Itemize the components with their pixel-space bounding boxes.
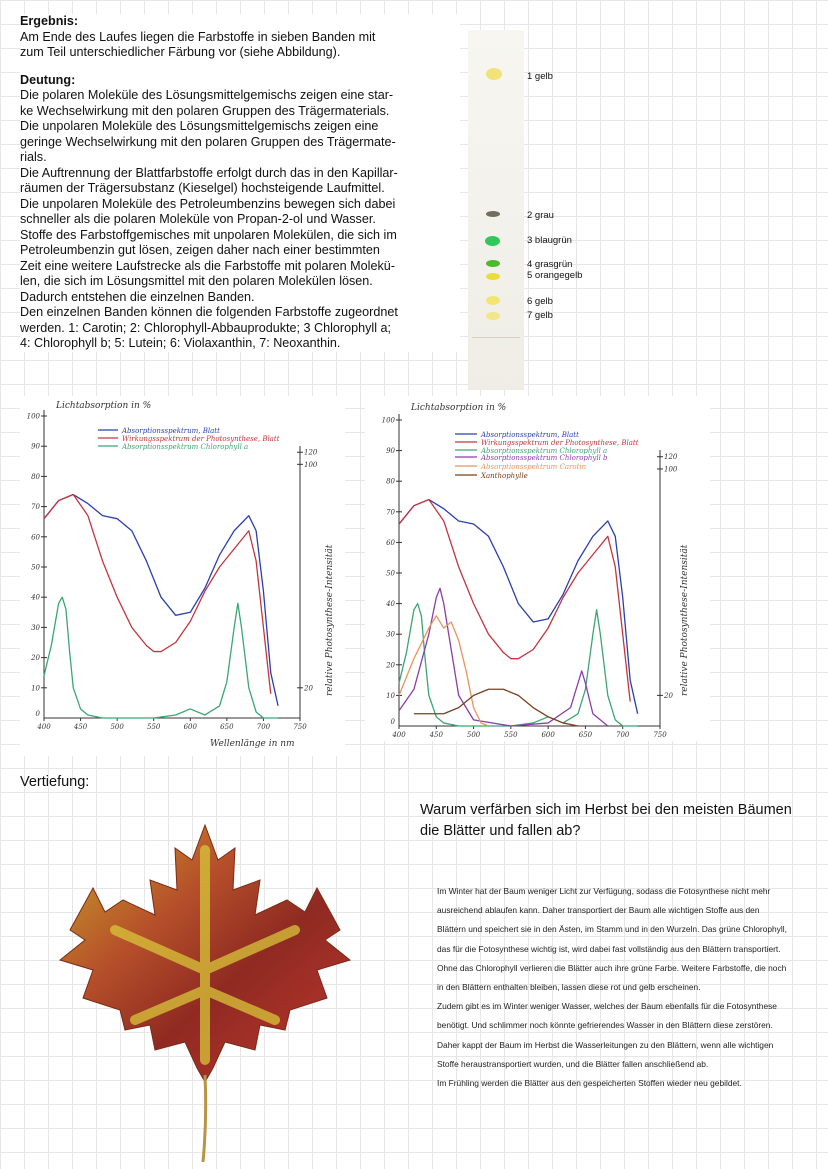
series-line: [44, 495, 271, 694]
series-line: [399, 616, 488, 726]
vertiefung-question: Warum verfärben sich im Herbst bei den meisten Bäumen die Blätter und fallen ab?: [420, 802, 792, 839]
deutung-line: Zeit eine weitere Laufstrecke als die Farbstoffe mit polaren Molekü-: [20, 258, 395, 273]
y-tick-label: 80: [31, 472, 40, 481]
y-tick-label: 40: [386, 600, 395, 609]
y-tick-label: 50: [386, 569, 395, 578]
legend-label: Xanthophylle: [481, 472, 528, 480]
chart-2-ylabel: Lichtabsorption in %: [411, 403, 507, 413]
absorption-chart-left: [20, 396, 345, 756]
chart-2-legend: [455, 431, 639, 480]
band-1: [486, 68, 502, 80]
x-tick-label: 600: [183, 723, 197, 731]
x-tick-label: 650: [578, 731, 593, 739]
y-tick-label: 60: [386, 538, 395, 547]
deutung-line: Den einzelnen Banden können die folgenden Farbstoffe zugeordnet: [20, 305, 398, 319]
x-tick-label: 750: [653, 731, 667, 739]
legend-label: Absorptionsspektrum Chlorophyll a: [481, 447, 608, 455]
ergebnis-line: zum Teil unterschiedlicher Färbung vor (siehe Abbildung).: [20, 45, 341, 59]
x-tick-label: 550: [504, 731, 518, 739]
series-line: [44, 495, 278, 706]
legend-label: Absorptionsspektrum Carotin: [481, 463, 587, 471]
y2-tick-label: 120: [664, 453, 678, 462]
deutung-line: Stoffe des Farbstoffgemisches mit unpolaren Molekülen, die sich im: [20, 227, 397, 242]
x-tick-label: 700: [616, 731, 630, 739]
y2-tick-label: 120: [304, 448, 318, 457]
y-tick-label: 100: [26, 412, 40, 421]
y-tick-label: 10: [31, 684, 40, 693]
band-label: 2 grau: [527, 210, 554, 221]
vertiefung-answer: [437, 882, 789, 1093]
deutung-line: rials.: [20, 150, 47, 164]
deutung-line: Dadurch entstehen die einzelnen Banden.: [20, 289, 255, 304]
y-tick-label: 0: [35, 710, 40, 718]
chart-1-xlabel: Wellenlänge in nm: [210, 739, 295, 749]
start-line: [472, 337, 520, 338]
y-tick-label: 0: [390, 718, 395, 726]
y-tick-label: 70: [31, 503, 40, 512]
y-tick-label: 30: [386, 630, 395, 639]
band-label: 5 orangegelb: [527, 270, 583, 281]
legend-label: Wirkungsspektrum der Photosynthese, Blatt: [122, 435, 280, 443]
y-tick-label: 50: [31, 563, 40, 572]
x-tick-label: 450: [73, 723, 88, 731]
deutung-line: räumen der Trägersubstanz (Kieselgel) hochsteigende Laufmittel.: [20, 181, 385, 195]
band-label: 6 gelb: [527, 296, 553, 307]
vertiefung-title: Vertiefung:: [20, 774, 90, 790]
answer-paragraph: Zudem gibt es im Winter weniger Wasser, welches der Baum ebenfalls für die Fotosynthese benötigt. Und schlimmer noch könnte gefrierendes Wasser in den Blättern diese zerstören. Daher kappt der Baum im Herbst die Wasserleitungen zu den Blättern, wenn alle wichtigen Stoffe heraustransportiert wurden, und die Blätter fallen anschließend ab.: [437, 1001, 777, 1069]
series-line: [44, 597, 278, 718]
x-tick-label: 450: [429, 731, 443, 739]
chart-2-y2label: relative Photosynthese-Intensität: [680, 544, 690, 696]
chart-1-ylabel: Lichtabsorption in %: [56, 401, 152, 411]
band-5: [486, 273, 500, 280]
deutung-line: Die polaren Moleküle des Lösungsmittelgemischs zeigen eine star-: [20, 88, 394, 102]
chart-1-svg: [20, 396, 345, 756]
deutung-heading: Deutung:: [20, 72, 76, 87]
deutung-line: ke Wechselwirkung mit den polaren Gruppen des Trägermaterials.: [20, 103, 390, 118]
y-tick-label: 60: [31, 533, 40, 542]
x-tick-label: 400: [392, 731, 406, 739]
deutung-line: werden. 1: Carotin; 2: Chlorophyll-Abbauprodukte; 3 Chlorophyll a;: [20, 320, 392, 335]
deutung-line: Petroleumbenzin gut lösen, zeigen daher nach einer bestimmten: [20, 243, 380, 257]
y-tick-label: 10: [386, 691, 395, 700]
y-tick-label: 20: [31, 654, 40, 663]
series-line: [414, 689, 578, 726]
x-tick-label: 600: [541, 731, 555, 739]
legend-label: Wirkungsspektrum der Photosynthese, Blatt: [481, 439, 639, 447]
ergebnis-line: Am Ende des Laufes liegen die Farbstoffe in sieben Banden mit: [20, 29, 376, 44]
y-tick-label: 90: [386, 447, 395, 456]
y2-tick-label: 20: [304, 684, 313, 693]
y2-tick-label: 100: [304, 460, 318, 469]
y-tick-label: 70: [386, 508, 395, 517]
maple-leaf-image: [55, 820, 355, 1165]
x-tick-label: 700: [256, 723, 271, 731]
chart-1-legend: [98, 427, 280, 451]
series-line: [399, 500, 630, 702]
answer-paragraph: Im Frühling werden die Blätter aus den gespeicherten Stoffen wieder neu gebildet.: [437, 1078, 742, 1089]
legend-label: Absorptionsspektrum Chlorophyll b: [481, 454, 608, 462]
deutung-line: 4: Chlorophyll b; 5: Lutein; 6: Violaxanthin, 7: Neoxanthin.: [20, 336, 341, 350]
y2-tick-label: 100: [664, 465, 678, 474]
chromatogram-plate: [468, 30, 524, 390]
absorption-chart-right: [365, 396, 710, 741]
band-3: [485, 236, 500, 246]
series-line: [399, 604, 638, 726]
y-tick-label: 40: [31, 593, 40, 602]
deutung-line: geringe Wechselwirkung mit den polaren Gruppen des Trägermate-: [20, 134, 396, 149]
band-7: [486, 312, 500, 320]
deutung-line: Die unpolaren Moleküle des Lösungsmittelgemischs zeigen eine: [20, 119, 379, 133]
deutung-line: Die Auftrennung der Blattfarbstoffe erfolgt durch das in den Kapillar-: [20, 165, 398, 180]
ergebnis-heading: Ergebnis:: [20, 14, 79, 28]
band-6: [486, 296, 500, 305]
answer-paragraph: Im Winter hat der Baum weniger Licht zur Verfügung, sodass die Fotosynthese nicht mehr ausreichend ablaufen kann. Daher transportiert der Baum alle wichtigen Stoffe aus den Blättern und speichert sie in den Ästen, im Stamm und in den Wurzeln. Das grüne Chlorophyll, das für die Fotosynthese wichtig ist, wird dabei fast vollständig aus den Blättern transportiert. Ohne das Chlorophyll verlieren die Blätter auch ihre grüne Farbe. Weitere Farbstoffe, die noch in den Blättern enthalten bleiben, lassen diese rot und gelb erscheinen.: [437, 886, 787, 993]
leaf-stem: [203, 1075, 206, 1162]
text-block: [20, 14, 460, 352]
y-tick-label: 30: [31, 623, 40, 632]
deutung-line: len, die sich im Lösungsmittel mit den polaren Molekülen lösen.: [20, 274, 373, 288]
x-tick-label: 500: [466, 731, 481, 739]
legend-label: Absorptionsspektrum, Blatt: [122, 427, 220, 435]
deutung-line: schneller als die polaren Moleküle von Propan-2-ol und Wasser.: [20, 212, 376, 226]
deutung-line: Die unpolaren Moleküle des Petroleumbenzins bewegen sich dabei: [20, 196, 396, 211]
y2-tick-label: 20: [664, 691, 673, 700]
x-tick-label: 550: [147, 723, 161, 731]
x-tick-label: 500: [110, 723, 124, 731]
x-tick-label: 750: [293, 723, 307, 731]
x-tick-label: 400: [37, 723, 51, 731]
y-tick-label: 80: [386, 477, 395, 486]
y-tick-label: 100: [381, 416, 395, 425]
chart-2-svg: [365, 396, 710, 741]
chart-1-y2label: relative Photosynthese-Intensität: [325, 544, 335, 696]
y-tick-label: 20: [386, 661, 395, 670]
y-tick-label: 90: [31, 442, 40, 451]
x-tick-label: 650: [220, 723, 234, 731]
band-2: [486, 211, 500, 217]
band-label: 4 grasgrün: [527, 259, 573, 270]
legend-label: Absorptionsspektrum Chlorophyll a: [122, 443, 249, 451]
series-line: [399, 588, 608, 726]
legend-label: Absorptionsspektrum, Blatt: [481, 431, 579, 439]
band-label: 1 gelb: [527, 71, 553, 82]
band-label: 3 blaugrün: [527, 235, 572, 246]
band-4: [486, 260, 500, 267]
band-label: 7 gelb: [527, 310, 553, 321]
